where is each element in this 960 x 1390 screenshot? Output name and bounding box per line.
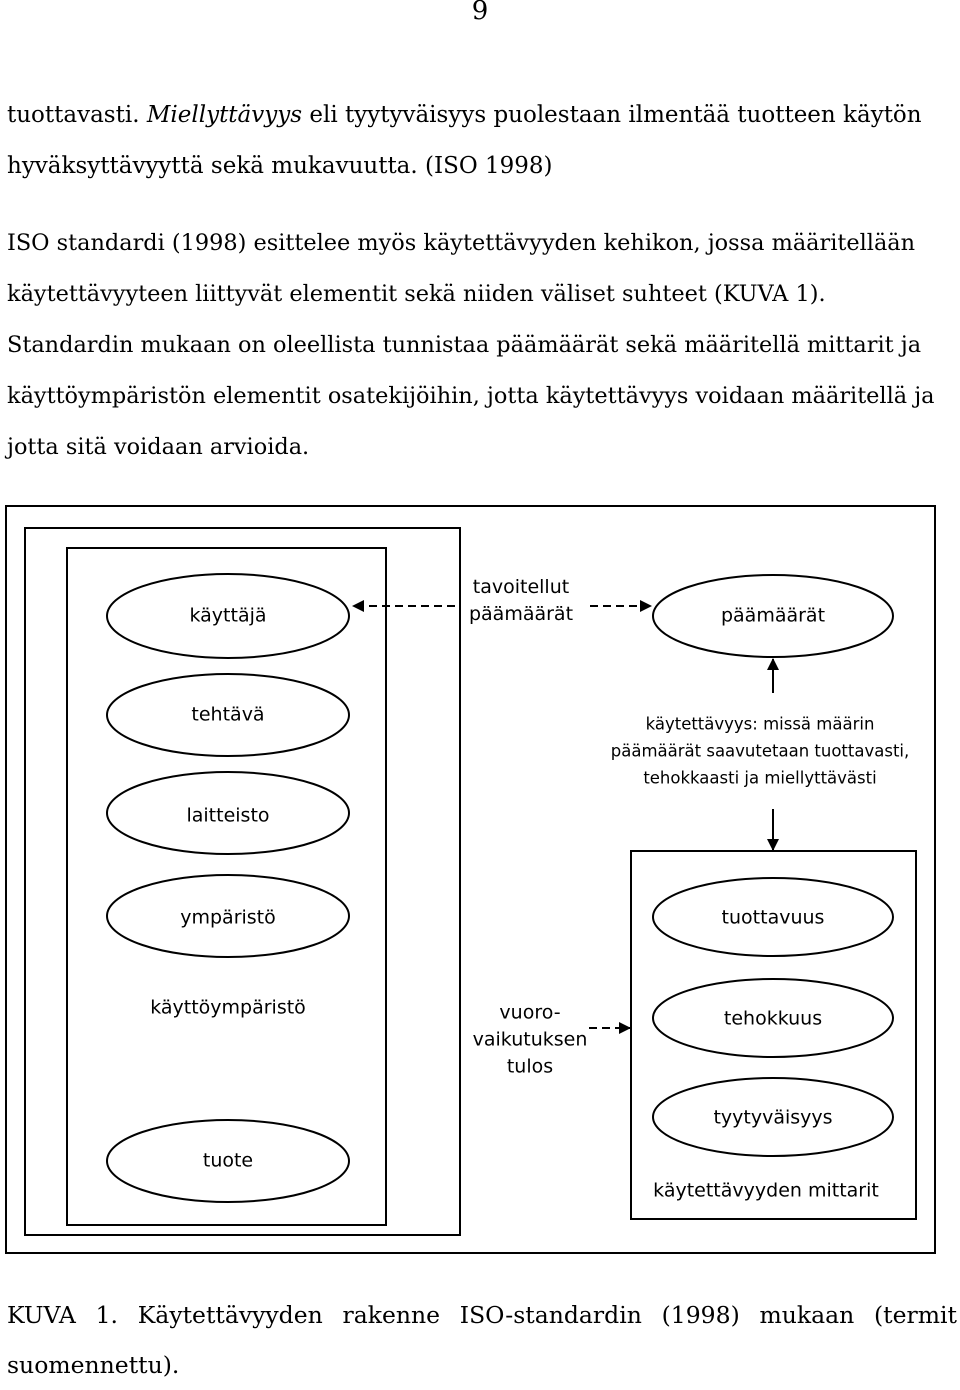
label-usability-definition	[611, 711, 910, 792]
label-tehokkuus: tehokkuus	[723, 1007, 823, 1030]
label-tehtava: tehtävä	[191, 703, 265, 726]
label-usability-line2: päämäärät saavutetaan tuottavasti,	[610, 741, 910, 761]
label-vuoro-line3: tulos	[506, 1055, 554, 1078]
label-paamaarat: päämäärät	[720, 604, 826, 627]
label-vuoro-line2: vaikutuksen	[472, 1028, 588, 1051]
page-number: 9	[471, 0, 489, 26]
label-kayttoymparisto: käyttöympäristö	[150, 996, 306, 1019]
paragraph-1-start: tuottavasti.	[7, 102, 147, 128]
label-tyytyvaisyys: tyytyväisyys	[713, 1106, 833, 1129]
usability-framework-figure	[0, 505, 960, 1265]
figure-caption: KUVA 1. Käytettävyyden rakenne ISO-standardin (1998) mukaan (termit suomennettu).	[7, 1301, 957, 1379]
label-tavoitellut-line2: päämäärät	[468, 603, 574, 625]
paragraph-1	[7, 90, 957, 192]
paragraph-1-end: eli tyytyväisyys puolestaan ilmentää tuotteen käytön hyväksyttävyyttä sekä mukavuutta. (ISO 1998)	[7, 102, 922, 179]
label-usability-line3: tehokkaasti ja miellyttävästi	[643, 768, 877, 788]
label-tavoitellut-paamaarat	[469, 574, 573, 628]
label-laitteisto: laitteisto	[186, 804, 270, 827]
label-kaytettavyyden-mittarit: käytettävyyden mittarit	[653, 1179, 879, 1202]
paragraph-1-italic-term: Miellyttävyys	[146, 102, 303, 128]
label-vuorovaikutuksen-tulos	[473, 1000, 588, 1081]
label-usability-line1: käytettävyys: missä määrin	[645, 714, 875, 734]
label-tuote: tuote	[202, 1149, 254, 1172]
label-tuottavuus: tuottavuus	[721, 906, 825, 929]
label-kayttaja: käyttäjä	[189, 604, 267, 627]
label-vuoro-line1: vuoro-	[499, 1001, 561, 1024]
label-tavoitellut-line1: tavoitellut	[472, 576, 570, 598]
label-ymparisto: ympäristö	[180, 906, 276, 929]
paragraph-2: ISO standardi (1998) esittelee myös käytettävyyden kehikon, jossa määritellään käytettävyyteen liittyvät elementit sekä niiden väliset suhteet (KUVA 1). Standardin mukaan on oleellista tunnistaa päämäärät sekä määritellä mittarit ja käyttöympäristön elementit osatekijöihin, jotta käytettävyys voidaan määritellä ja jotta sitä voidaan arvioida.	[7, 230, 935, 460]
